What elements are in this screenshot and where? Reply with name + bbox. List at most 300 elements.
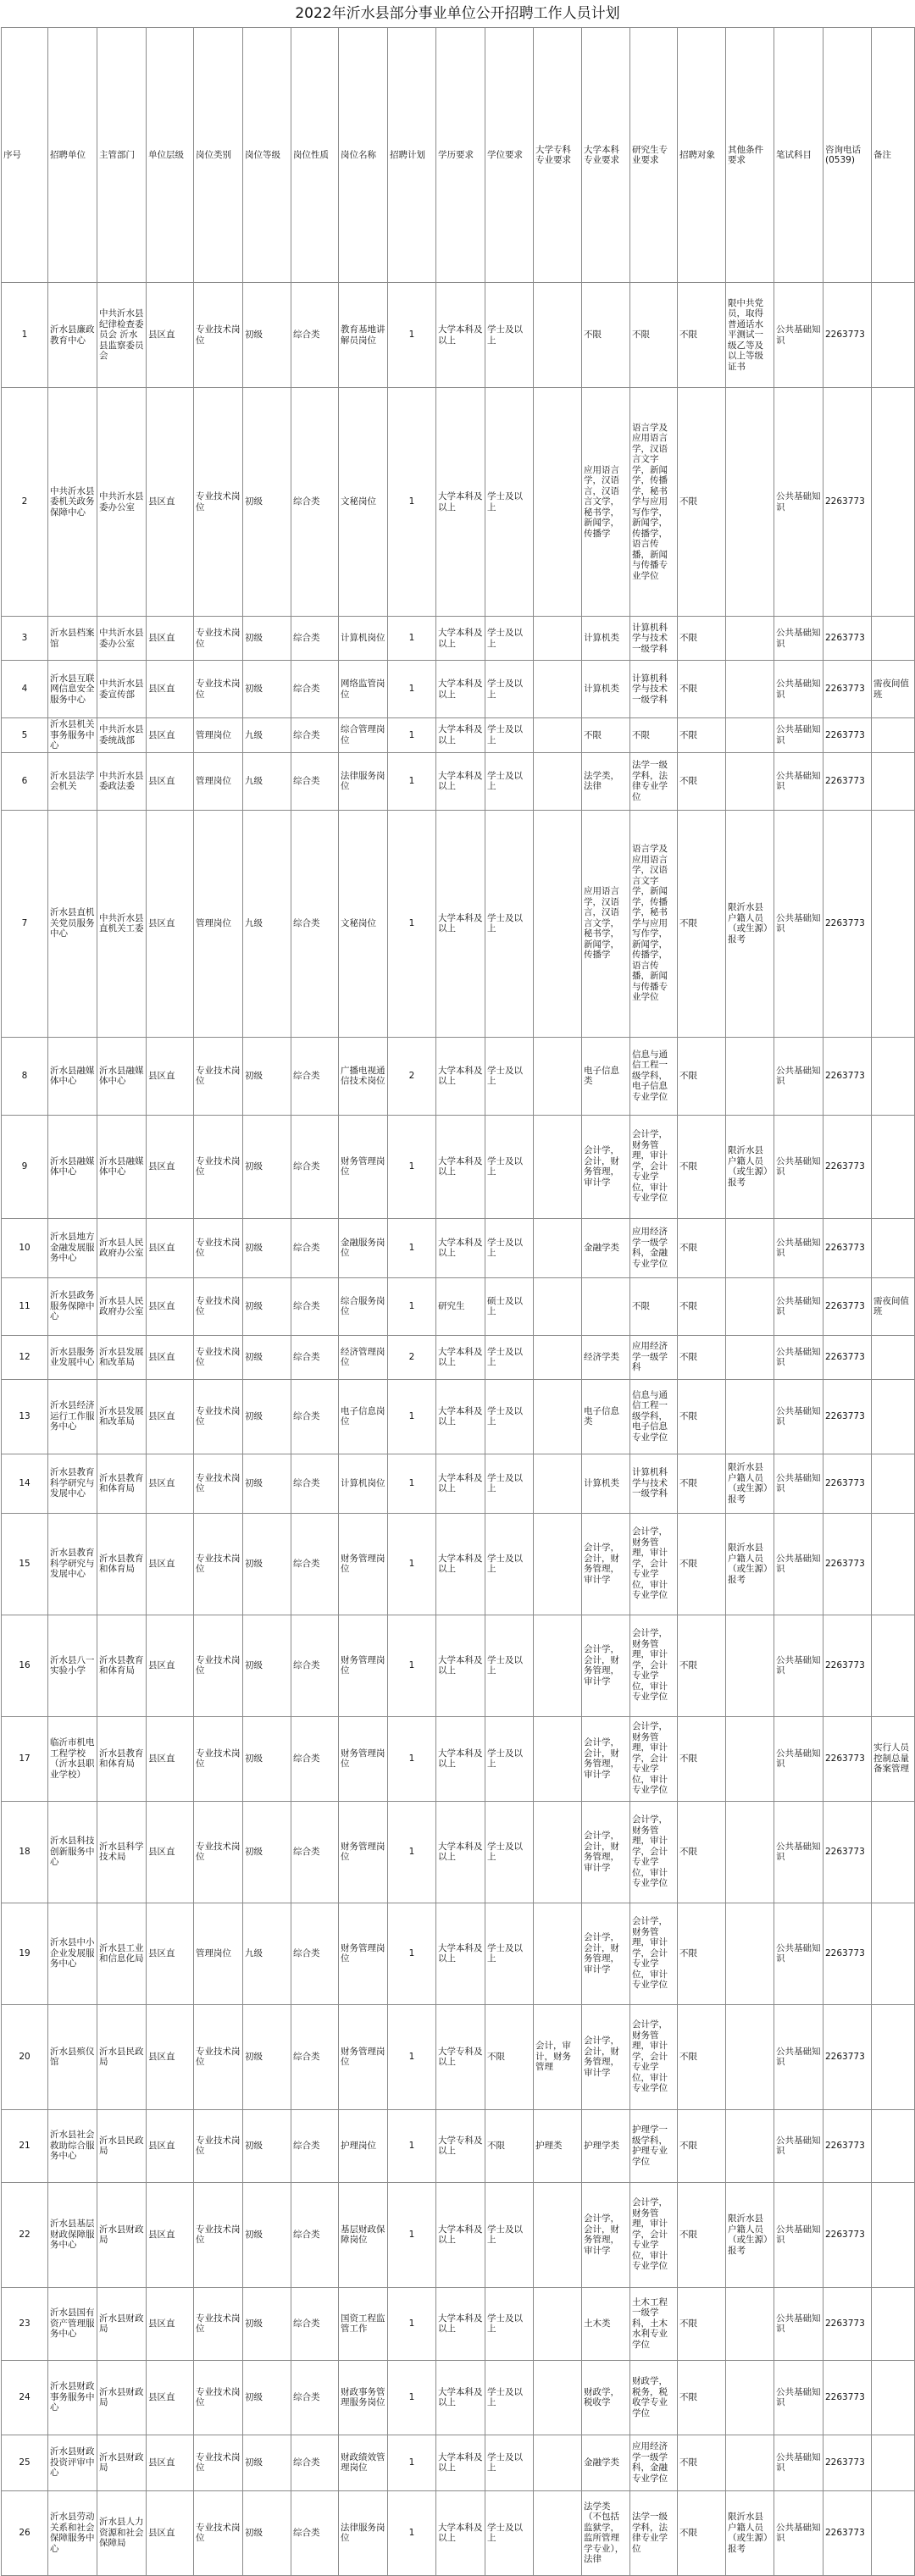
cell-post-grade: 初级	[243, 661, 291, 718]
cell-remark	[872, 2182, 915, 2287]
cell-bachelor-major: 金融学类	[582, 2435, 630, 2490]
cell-level: 县区直	[147, 1218, 194, 1277]
cell-seq: 19	[2, 1903, 48, 2004]
cell-grad-major: 会计学，财务管理，审计学，会计专业学位，审计专业学位	[630, 1513, 678, 1615]
cell-exam: 公共基础知识	[774, 2109, 824, 2182]
cell-grad-major: 计算机科学与技术一级学科	[630, 617, 678, 661]
cell-bachelor-major: 计算机类	[582, 617, 630, 661]
cell-unit: 沂水县中小企业发展服务中心	[48, 1903, 97, 2004]
cell-degree: 不限	[485, 2109, 534, 2182]
cell-seq: 20	[2, 2004, 48, 2109]
cell-college-major	[534, 2435, 582, 2490]
cell-post-nature: 综合类	[291, 2435, 339, 2490]
cell-exam: 公共基础知识	[774, 388, 824, 617]
cell-phone: 2263773	[824, 1903, 872, 2004]
cell-remark	[872, 1218, 915, 1277]
cell-phone: 2263773	[824, 2435, 872, 2490]
cell-target: 不限	[678, 2287, 726, 2360]
cell-degree: 学士及以上	[485, 2435, 534, 2490]
cell-grad-major: 会计学，财务管理，审计学，会计专业学位，审计专业学位	[630, 1615, 678, 1716]
cell-post-type: 管理岗位	[194, 1903, 243, 2004]
cell-remark	[872, 1903, 915, 2004]
cell-edu: 大学本科及以上	[436, 617, 485, 661]
cell-bachelor-major: 不限	[582, 283, 630, 388]
cell-grad-major: 法学一级学科，法律专业学位	[630, 752, 678, 810]
cell-edu: 大学本科及以上	[436, 718, 485, 753]
table-row	[2, 2360, 915, 2435]
cell-level: 县区直	[147, 2182, 194, 2287]
table-row	[2, 718, 915, 753]
cell-edu: 大学本科及以上	[436, 2490, 485, 2575]
cell-unit: 沂水县地方金融发展服务中心	[48, 1218, 97, 1277]
cell-post-type: 专业技术岗位	[194, 1218, 243, 1277]
cell-unit: 沂水县八一实验小学	[48, 1615, 97, 1716]
table-row	[2, 2490, 915, 2575]
cell-unit: 沂水县法学会机关	[48, 752, 97, 810]
cell-remark	[872, 283, 915, 388]
cell-post-type: 专业技术岗位	[194, 1115, 243, 1218]
cell-target: 不限	[678, 2490, 726, 2575]
cell-post-grade: 初级	[243, 388, 291, 617]
cell-level: 县区直	[147, 2360, 194, 2435]
cell-remark	[872, 1615, 915, 1716]
cell-plan: 1	[388, 2435, 436, 2490]
cell-plan: 1	[388, 1277, 436, 1335]
cell-bachelor-major: 会计学，会计，财务管理，审计学	[582, 1903, 630, 2004]
cell-post-nature: 综合类	[291, 661, 339, 718]
cell-plan: 1	[388, 2109, 436, 2182]
cell-dept: 沂水县民政局	[97, 2109, 147, 2182]
cell-target: 不限	[678, 661, 726, 718]
cell-post-name: 网络监管岗位	[339, 661, 388, 718]
cell-plan: 1	[388, 752, 436, 810]
cell-post-type: 专业技术岗位	[194, 388, 243, 617]
table-row	[2, 2004, 915, 2109]
cell-exam: 公共基础知识	[774, 1801, 824, 1903]
cell-dept: 中共沂水县委统战部	[97, 718, 147, 753]
cell-level: 县区直	[147, 1716, 194, 1801]
cell-post-name: 基层财政保障岗位	[339, 2182, 388, 2287]
cell-bachelor-major: 财政学，税收学	[582, 2360, 630, 2435]
cell-dept: 沂水县发展和改革局	[97, 1379, 147, 1454]
cell-post-grade: 初级	[243, 1513, 291, 1615]
cell-seq: 26	[2, 2490, 48, 2575]
cell-seq: 3	[2, 617, 48, 661]
cell-dept: 沂水县财政局	[97, 2287, 147, 2360]
cell-post-grade: 初级	[243, 617, 291, 661]
cell-post-nature: 综合类	[291, 2360, 339, 2435]
cell-edu: 大学本科及以上	[436, 1716, 485, 1801]
table-row	[2, 1115, 915, 1218]
cell-post-grade: 初级	[243, 2182, 291, 2287]
cell-unit: 沂水县殡仪馆	[48, 2004, 97, 2109]
cell-post-type: 专业技术岗位	[194, 2435, 243, 2490]
cell-grad-major: 会计学，财务管理，审计学，会计专业学位，审计专业学位	[630, 1716, 678, 1801]
cell-college-major	[534, 1903, 582, 2004]
cell-phone: 2263773	[824, 2182, 872, 2287]
cell-post-type: 专业技术岗位	[194, 1379, 243, 1454]
cell-post-name: 财务管理岗位	[339, 1513, 388, 1615]
cell-post-grade: 初级	[243, 2435, 291, 2490]
cell-grad-major: 应用经济学一级学科	[630, 1335, 678, 1379]
cell-college-major	[534, 1716, 582, 1801]
cell-remark	[872, 810, 915, 1037]
cell-target: 不限	[678, 1716, 726, 1801]
cell-other: 限沂水县户籍人员（或生源）报考	[726, 2490, 774, 2575]
cell-remark	[872, 752, 915, 810]
cell-post-name: 财政绩效管理岗位	[339, 2435, 388, 2490]
cell-edu: 大学本科及以上	[436, 2287, 485, 2360]
cell-unit: 沂水县教育科学研究与发展中心	[48, 1454, 97, 1513]
cell-other	[726, 718, 774, 753]
cell-plan: 1	[388, 1716, 436, 1801]
cell-dept: 中共沂水县直机关工委	[97, 810, 147, 1037]
cell-phone: 2263773	[824, 1037, 872, 1115]
cell-target: 不限	[678, 1218, 726, 1277]
cell-college-major	[534, 661, 582, 718]
cell-unit: 沂水县经济运行工作服务中心	[48, 1379, 97, 1454]
cell-post-type: 专业技术岗位	[194, 2182, 243, 2287]
cell-edu: 大学本科及以上	[436, 661, 485, 718]
cell-unit: 沂水县教育科学研究与发展中心	[48, 1513, 97, 1615]
table-row	[2, 1454, 915, 1513]
cell-seq: 15	[2, 1513, 48, 1615]
cell-level: 县区直	[147, 1513, 194, 1615]
cell-edu: 研究生	[436, 1277, 485, 1335]
cell-phone: 2263773	[824, 2109, 872, 2182]
cell-post-name: 财政事务管理服务岗位	[339, 2360, 388, 2435]
cell-college-major	[534, 2360, 582, 2435]
cell-bachelor-major: 土木类	[582, 2287, 630, 2360]
cell-seq: 24	[2, 2360, 48, 2435]
cell-plan: 1	[388, 1801, 436, 1903]
cell-plan: 1	[388, 2182, 436, 2287]
cell-dept: 沂水县财政局	[97, 2182, 147, 2287]
cell-unit: 沂水县政务服务保障中心	[48, 1277, 97, 1335]
cell-dept: 沂水县教育和体育局	[97, 1454, 147, 1513]
cell-post-type: 专业技术岗位	[194, 1513, 243, 1615]
cell-post-type: 专业技术岗位	[194, 2004, 243, 2109]
cell-post-name: 综合管理岗位	[339, 718, 388, 753]
cell-seq: 18	[2, 1801, 48, 1903]
cell-phone: 2263773	[824, 2287, 872, 2360]
cell-target: 不限	[678, 752, 726, 810]
cell-bachelor-major: 护理学类	[582, 2109, 630, 2182]
cell-remark	[872, 2287, 915, 2360]
cell-post-nature: 综合类	[291, 718, 339, 753]
header-cell-college-major: 大学专科专业要求	[534, 28, 582, 283]
header-row	[2, 28, 915, 283]
cell-bachelor-major: 会计学，会计，财务管理，审计学	[582, 2004, 630, 2109]
cell-target: 不限	[678, 388, 726, 617]
cell-bachelor-major: 计算机类	[582, 1454, 630, 1513]
cell-unit: 沂水县国有资产管理服务中心	[48, 2287, 97, 2360]
cell-degree: 学士及以上	[485, 1115, 534, 1218]
cell-phone: 2263773	[824, 617, 872, 661]
header-cell-edu: 学历要求	[436, 28, 485, 283]
cell-post-nature: 综合类	[291, 1716, 339, 1801]
cell-bachelor-major: 经济学类	[582, 1335, 630, 1379]
header-cell-unit: 招聘单位	[48, 28, 97, 283]
cell-other: 限沂水县户籍人员（或生源）报考	[726, 1454, 774, 1513]
header-cell-post-grade: 岗位等级	[243, 28, 291, 283]
cell-remark	[872, 388, 915, 617]
cell-degree: 学士及以上	[485, 617, 534, 661]
cell-edu: 大学本科及以上	[436, 2435, 485, 2490]
cell-grad-major: 不限	[630, 283, 678, 388]
cell-bachelor-major: 会计学，会计，财务管理，审计学	[582, 1513, 630, 1615]
cell-other: 限沂水县户籍人员（或生源）报考	[726, 1115, 774, 1218]
cell-dept: 沂水县财政局	[97, 2360, 147, 2435]
cell-post-grade: 初级	[243, 1115, 291, 1218]
header-cell-degree: 学位要求	[485, 28, 534, 283]
cell-remark	[872, 2435, 915, 2490]
cell-college-major	[534, 1379, 582, 1454]
cell-bachelor-major: 会计学，会计，财务管理，审计学	[582, 1716, 630, 1801]
cell-exam: 公共基础知识	[774, 718, 824, 753]
table-row	[2, 2182, 915, 2287]
cell-post-type: 专业技术岗位	[194, 1454, 243, 1513]
cell-seq: 8	[2, 1037, 48, 1115]
cell-dept: 沂水县教育和体育局	[97, 1615, 147, 1716]
cell-degree: 学士及以上	[485, 752, 534, 810]
cell-degree: 学士及以上	[485, 388, 534, 617]
cell-post-name: 电子信息岗位	[339, 1379, 388, 1454]
cell-target: 不限	[678, 1037, 726, 1115]
cell-college-major	[534, 718, 582, 753]
cell-phone: 2263773	[824, 718, 872, 753]
cell-dept: 沂水县工业和信息化局	[97, 1903, 147, 2004]
cell-dept: 中共沂水县委办公室	[97, 617, 147, 661]
table-row	[2, 1379, 915, 1454]
cell-dept: 中共沂水县委宣传部	[97, 661, 147, 718]
cell-level: 县区直	[147, 2109, 194, 2182]
cell-level: 县区直	[147, 2004, 194, 2109]
cell-post-type: 管理岗位	[194, 752, 243, 810]
cell-unit: 沂水县服务业发展中心	[48, 1335, 97, 1379]
cell-grad-major: 应用经济学一级学科，金融专业学位	[630, 2435, 678, 2490]
cell-plan: 1	[388, 1513, 436, 1615]
cell-unit: 沂水县基层财政保障服务中心	[48, 2182, 97, 2287]
cell-college-major	[534, 283, 582, 388]
cell-post-name: 法律服务岗位	[339, 2490, 388, 2575]
cell-unit: 沂水县融媒体中心	[48, 1115, 97, 1218]
header-cell-remark: 备注	[872, 28, 915, 283]
cell-edu: 大学本科及以上	[436, 752, 485, 810]
cell-other	[726, 1801, 774, 1903]
cell-degree: 学士及以上	[485, 810, 534, 1037]
cell-post-grade: 九级	[243, 810, 291, 1037]
cell-grad-major: 会计学，财务管理，审计学，会计专业学位，审计专业学位	[630, 2004, 678, 2109]
cell-exam: 公共基础知识	[774, 1115, 824, 1218]
cell-college-major	[534, 1801, 582, 1903]
cell-level: 县区直	[147, 1115, 194, 1218]
cell-exam: 公共基础知识	[774, 2360, 824, 2435]
table-row	[2, 1277, 915, 1335]
cell-post-nature: 综合类	[291, 1513, 339, 1615]
cell-other: 限沂水县户籍人员（或生源）报考	[726, 810, 774, 1037]
cell-post-type: 专业技术岗位	[194, 2360, 243, 2435]
cell-level: 县区直	[147, 1454, 194, 1513]
cell-exam: 公共基础知识	[774, 2004, 824, 2109]
cell-level: 县区直	[147, 810, 194, 1037]
cell-other	[726, 1379, 774, 1454]
cell-exam: 公共基础知识	[774, 2182, 824, 2287]
cell-level: 县区直	[147, 2490, 194, 2575]
cell-post-nature: 综合类	[291, 810, 339, 1037]
cell-seq: 4	[2, 661, 48, 718]
cell-degree: 学士及以上	[485, 2360, 534, 2435]
cell-dept: 沂水县发展和改革局	[97, 1335, 147, 1379]
cell-post-nature: 综合类	[291, 388, 339, 617]
cell-edu: 大学本科及以上	[436, 388, 485, 617]
cell-edu: 大学本科及以上	[436, 810, 485, 1037]
cell-edu: 大学本科及以上	[436, 283, 485, 388]
cell-college-major	[534, 2287, 582, 2360]
cell-level: 县区直	[147, 1335, 194, 1379]
cell-grad-major: 语言学及应用语言学，汉语言文字学，新闻学，传播学，秘书学与应用写作学，新闻学，传播学，语言传播，新闻与传播专业学位	[630, 388, 678, 617]
cell-remark	[872, 718, 915, 753]
cell-post-nature: 综合类	[291, 1379, 339, 1454]
cell-post-name: 财务管理岗位	[339, 1801, 388, 1903]
cell-edu: 大学本科及以上	[436, 2182, 485, 2287]
cell-dept: 中共沂水县委办公室	[97, 388, 147, 617]
cell-grad-major: 会计学，财务管理，审计学，会计专业学位，审计专业学位	[630, 2182, 678, 2287]
cell-plan: 1	[388, 1218, 436, 1277]
cell-other	[726, 617, 774, 661]
cell-phone: 2263773	[824, 1218, 872, 1277]
cell-edu: 大学本科及以上	[436, 1335, 485, 1379]
cell-bachelor-major	[582, 1277, 630, 1335]
cell-phone: 2263773	[824, 1115, 872, 1218]
cell-post-grade: 初级	[243, 1454, 291, 1513]
table-row	[2, 1513, 915, 1615]
cell-seq: 5	[2, 718, 48, 753]
cell-seq: 16	[2, 1615, 48, 1716]
cell-grad-major: 土木工程一级学科，土木水利专业学位	[630, 2287, 678, 2360]
cell-level: 县区直	[147, 2435, 194, 2490]
cell-other	[726, 1335, 774, 1379]
cell-seq: 21	[2, 2109, 48, 2182]
cell-phone: 2263773	[824, 1615, 872, 1716]
cell-exam: 公共基础知识	[774, 283, 824, 388]
header-cell-post-type: 岗位类别	[194, 28, 243, 283]
cell-seq: 23	[2, 2287, 48, 2360]
cell-post-nature: 综合类	[291, 1454, 339, 1513]
cell-degree: 学士及以上	[485, 1218, 534, 1277]
cell-bachelor-major: 会计学，会计，财务管理，审计学	[582, 1115, 630, 1218]
cell-dept: 沂水县人民政府办公室	[97, 1277, 147, 1335]
table-row	[2, 1716, 915, 1801]
cell-degree: 学士及以上	[485, 1615, 534, 1716]
cell-grad-major: 不限	[630, 718, 678, 753]
cell-unit: 沂水县财政投资评审中心	[48, 2435, 97, 2490]
cell-plan: 1	[388, 1454, 436, 1513]
cell-college-major	[534, 1335, 582, 1379]
cell-post-nature: 综合类	[291, 2490, 339, 2575]
cell-target: 不限	[678, 2360, 726, 2435]
cell-target: 不限	[678, 283, 726, 388]
cell-grad-major: 计算机科学与技术一级学科	[630, 661, 678, 718]
cell-plan: 1	[388, 283, 436, 388]
cell-post-name: 财务管理岗位	[339, 1903, 388, 2004]
table-row	[2, 283, 915, 388]
cell-bachelor-major: 应用语言学，汉语言，汉语言文学，秘书学，新闻学，传播学	[582, 810, 630, 1037]
cell-unit: 沂水县廉政教育中心	[48, 283, 97, 388]
cell-target: 不限	[678, 2182, 726, 2287]
cell-exam: 公共基础知识	[774, 1903, 824, 2004]
cell-seq: 7	[2, 810, 48, 1037]
cell-post-grade: 初级	[243, 2287, 291, 2360]
cell-remark	[872, 2360, 915, 2435]
cell-unit: 沂水县社会救助综合服务中心	[48, 2109, 97, 2182]
cell-dept: 沂水县融媒体中心	[97, 1037, 147, 1115]
cell-edu: 大学专科及以上	[436, 2109, 485, 2182]
cell-remark	[872, 1115, 915, 1218]
cell-post-type: 专业技术岗位	[194, 1335, 243, 1379]
cell-dept: 沂水县人民政府办公室	[97, 1218, 147, 1277]
cell-other	[726, 1716, 774, 1801]
cell-plan: 1	[388, 2360, 436, 2435]
cell-level: 县区直	[147, 1615, 194, 1716]
cell-post-type: 管理岗位	[194, 718, 243, 753]
cell-post-name: 金融服务岗位	[339, 1218, 388, 1277]
cell-level: 县区直	[147, 1037, 194, 1115]
cell-edu: 大学专科及以上	[436, 2004, 485, 2109]
cell-seq: 12	[2, 1335, 48, 1379]
cell-other: 限中共党员，取得普通话水平测试一级乙等及以上等级证书	[726, 283, 774, 388]
table-row	[2, 752, 915, 810]
cell-post-grade: 九级	[243, 752, 291, 810]
cell-seq: 2	[2, 388, 48, 617]
cell-post-grade: 初级	[243, 1801, 291, 1903]
cell-plan: 1	[388, 388, 436, 617]
cell-phone: 2263773	[824, 2004, 872, 2109]
cell-phone: 2263773	[824, 1716, 872, 1801]
cell-degree: 硕士及以上	[485, 1277, 534, 1335]
cell-post-grade: 初级	[243, 1335, 291, 1379]
cell-phone: 2263773	[824, 752, 872, 810]
cell-college-major	[534, 1037, 582, 1115]
cell-grad-major: 信息与通信工程一级学科，电子信息专业学位	[630, 1037, 678, 1115]
cell-edu: 大学本科及以上	[436, 1454, 485, 1513]
cell-post-grade: 初级	[243, 1379, 291, 1454]
cell-post-nature: 综合类	[291, 2182, 339, 2287]
cell-college-major	[534, 1115, 582, 1218]
cell-bachelor-major: 会计学，会计，财务管理，审计学	[582, 2182, 630, 2287]
cell-other	[726, 1218, 774, 1277]
cell-exam: 公共基础知识	[774, 1513, 824, 1615]
cell-other	[726, 752, 774, 810]
cell-seq: 22	[2, 2182, 48, 2287]
cell-remark	[872, 2004, 915, 2109]
cell-unit: 沂水县融媒体中心	[48, 1037, 97, 1115]
table-row	[2, 661, 915, 718]
cell-post-grade: 初级	[243, 1218, 291, 1277]
cell-unit: 沂水县劳动关系和社会保障服务中心	[48, 2490, 97, 2575]
cell-plan: 2	[388, 1037, 436, 1115]
cell-remark	[872, 2490, 915, 2575]
header-cell-seq: 序号	[2, 28, 48, 283]
cell-post-name: 护理岗位	[339, 2109, 388, 2182]
cell-target: 不限	[678, 617, 726, 661]
cell-bachelor-major: 金融学类	[582, 1218, 630, 1277]
cell-exam: 公共基础知识	[774, 810, 824, 1037]
cell-post-grade: 初级	[243, 1037, 291, 1115]
cell-unit: 沂水县互联网信息安全服务中心	[48, 661, 97, 718]
cell-college-major: 护理类	[534, 2109, 582, 2182]
cell-remark	[872, 1335, 915, 1379]
